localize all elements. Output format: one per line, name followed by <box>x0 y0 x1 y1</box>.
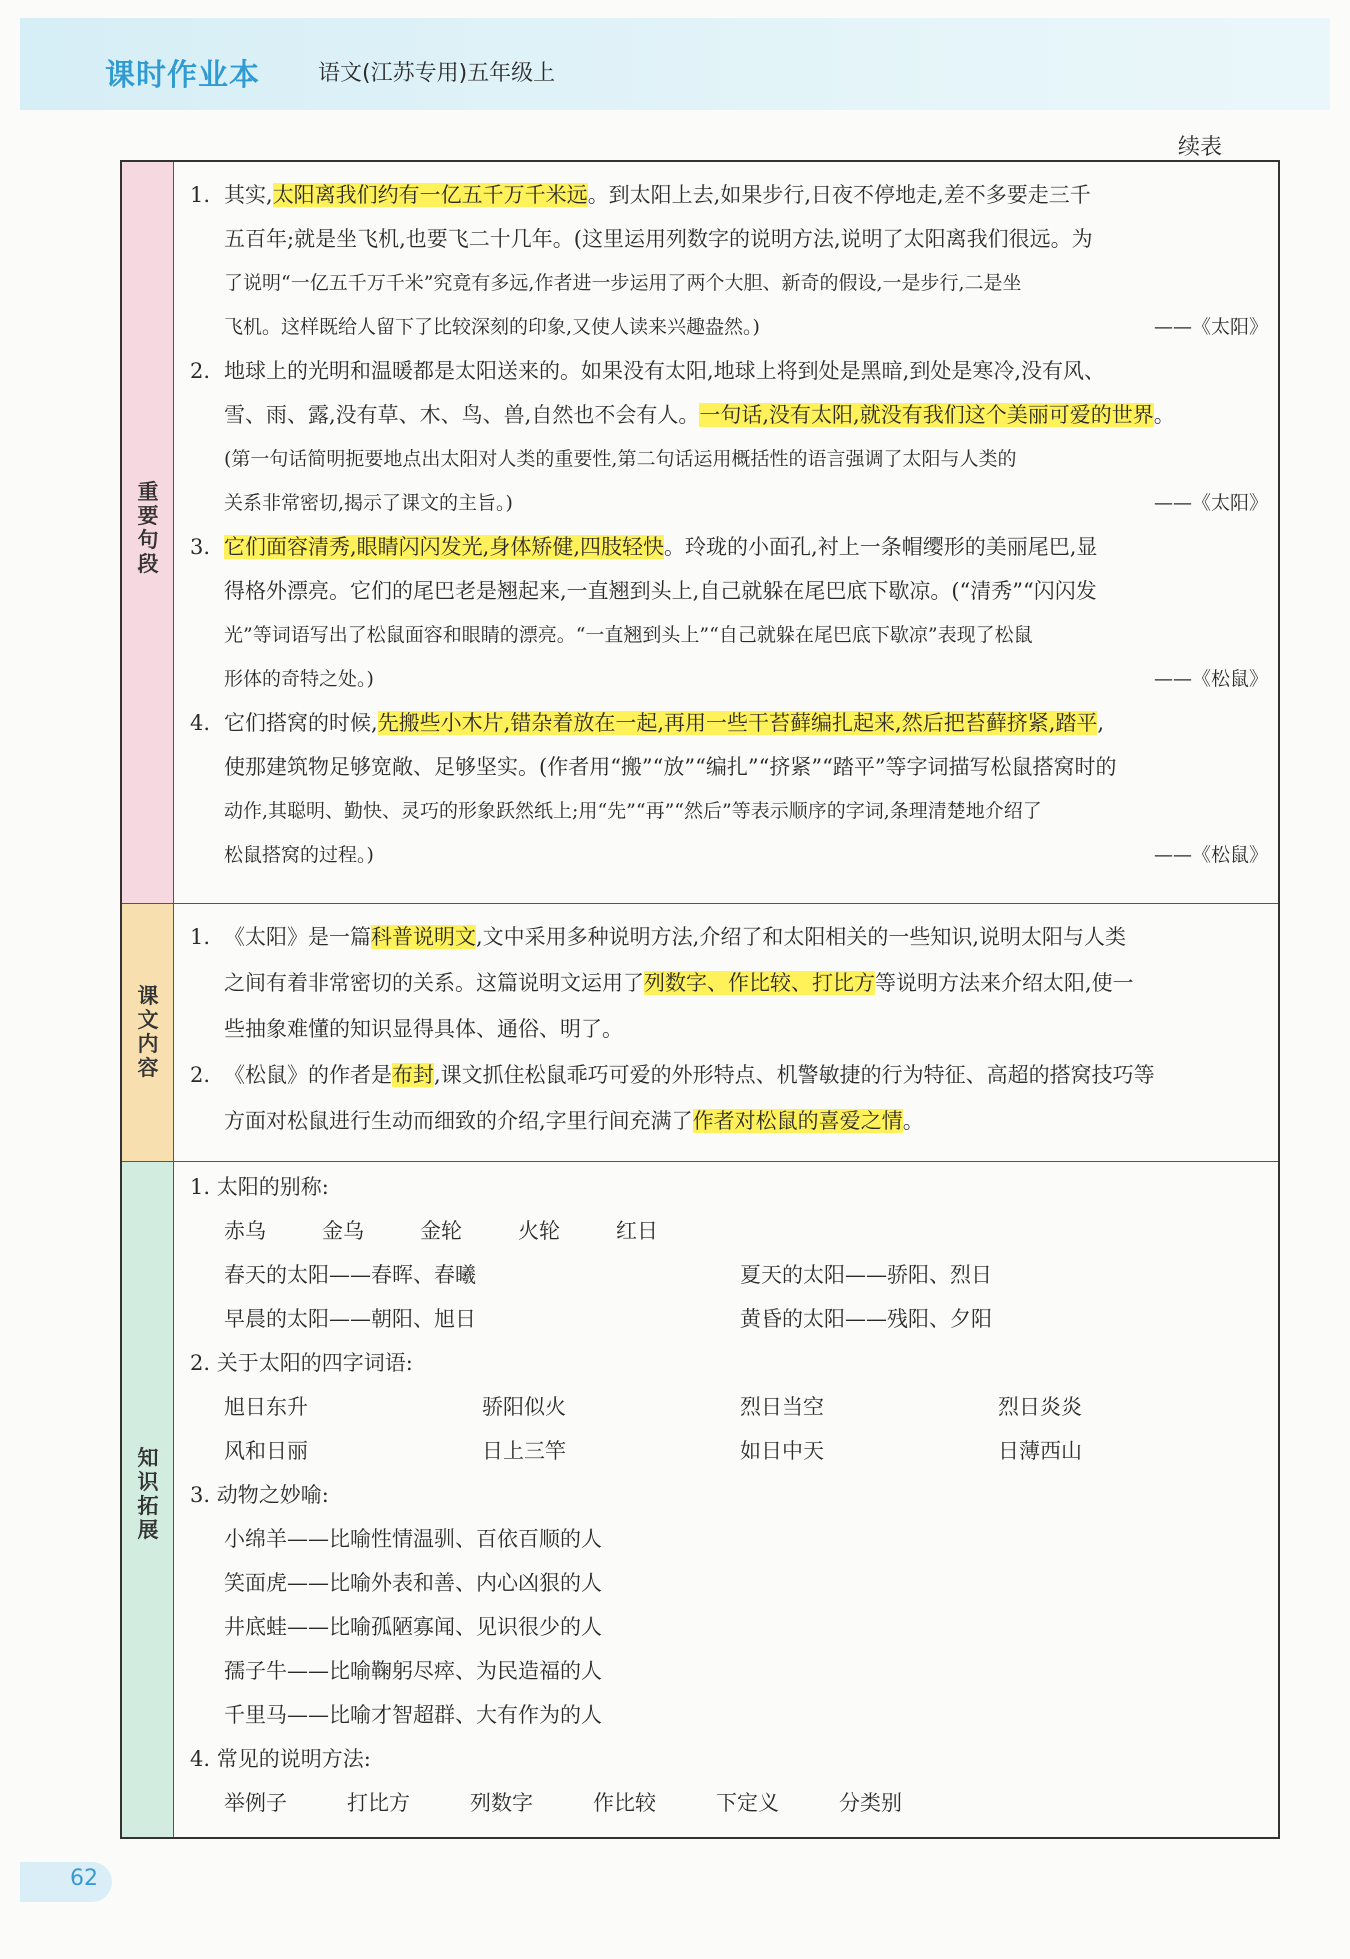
section-important-sentences <box>122 162 1278 904</box>
highlighted-text: 太阳离我们约有一亿五千万千米远 <box>272 183 588 207</box>
section-content <box>190 904 1268 1161</box>
idiom: 旭日东升 <box>224 1395 308 1419</box>
text-run: 松鼠搭窝的过程。) <box>224 844 374 866</box>
book-subtitle: 语文(江苏专用)五年级上 <box>318 61 556 86</box>
text-run: 等说明方法来介绍太阳,使一 <box>875 971 1134 995</box>
highlighted-text: 一句话,没有太阳,就没有我们这个美丽可爱的世界 <box>699 403 1154 427</box>
text-line <box>190 1106 924 1136</box>
book-brand-title: 课时作业本 <box>105 58 260 93</box>
section-content <box>190 1162 1268 1837</box>
idiom: 烈日当空 <box>740 1395 824 1419</box>
label-char: 段 <box>137 552 159 576</box>
section-knowledge-extension <box>122 1162 1278 1837</box>
animal-metaphor: 孺子牛——比喻鞠躬尽瘁、为民造福的人 <box>224 1659 602 1683</box>
text-run: 方面对松鼠进行生动而细致的介绍,字里行间充满了 <box>224 1109 693 1133</box>
label-char: 容 <box>137 1056 159 1080</box>
idiom: 日薄西山 <box>998 1439 1082 1463</box>
section-lesson-content <box>122 904 1278 1162</box>
text-line <box>190 180 1091 210</box>
text-run: ,课文抓住松鼠乖巧可爱的外形特点、机警敏捷的行为特征、高超的搭窝技巧等 <box>434 1063 1155 1087</box>
idiom: 烈日炎炎 <box>998 1395 1082 1419</box>
page-number-tab <box>20 1862 112 1902</box>
question-title: 1. 太阳的别称: <box>190 1175 329 1199</box>
label-char: 要 <box>137 504 159 528</box>
text-run: 《松鼠》的作者是 <box>224 1063 392 1087</box>
text-run: 光”等词语写出了松鼠面容和眼睛的漂亮。“一直翘到头上”“自己就躲在尾巴底下歇凉”表现了松鼠 <box>224 624 1033 646</box>
explanation-method: 举例子 <box>224 1791 287 1815</box>
text-run: 五百年;就是坐飞机,也要飞二十几年。(这里运用列数字的说明方法,说明了太阳离我们很远。为 <box>224 227 1093 251</box>
text-run: 动作,其聪明、勤快、灵巧的形象跃然纸上;用“先”“再”“然后”等表示顺序的字词,条理清楚地介绍了 <box>224 800 1042 822</box>
idiom: 日上三竿 <box>482 1439 566 1463</box>
sun-name-pair: 黄昏的太阳——残阳、夕阳 <box>740 1307 992 1331</box>
highlighted-text: 布封 <box>392 1063 434 1087</box>
source-citation: ——《松鼠》 <box>1153 844 1268 866</box>
explanation-method: 分类别 <box>839 1791 902 1815</box>
text-line <box>190 356 1105 386</box>
text-line <box>190 576 1097 606</box>
sun-name-pair: 春天的太阳——春晖、春曦 <box>224 1263 476 1287</box>
question-title: 3. 动物之妙喻: <box>190 1483 329 1507</box>
text-run: 得格外漂亮。它们的尾巴老是翘起来,一直翘到头上,自己就躲在尾巴底下歇凉。(“清秀”“闪闪发 <box>224 579 1097 603</box>
highlighted-text: 作者对松鼠的喜爱之情 <box>692 1109 903 1133</box>
text-run: 飞机。这样既给人留下了比较深刻的印象,又使人读来兴趣盎然。) <box>224 316 760 338</box>
animal-metaphor: 小绵羊——比喻性情温驯、百依百顺的人 <box>224 1527 602 1551</box>
highlighted-text: 它们面容清秀,眼睛闪闪发光,身体矫健,四肢轻快 <box>224 535 665 559</box>
text-run: 雪、雨、露,没有草、木、鸟、兽,自然也不会有人。 <box>224 403 700 427</box>
text-line <box>190 1060 1155 1090</box>
item-number: 1. <box>190 183 211 207</box>
highlighted-text: 先搬些小木片,错杂着放在一起,再用一些干苔藓编扎起来,然后把苔藓挤紧,踏平 <box>377 711 1098 735</box>
section-label-important-sentences <box>122 162 174 903</box>
text-line <box>190 840 374 870</box>
text-run: 其实, <box>224 183 273 207</box>
text-run: 它们搭窝的时候, <box>224 711 378 735</box>
label-char: 知 <box>137 1446 159 1470</box>
source-citation: ——《太阳》 <box>1153 492 1268 514</box>
sun-name-pair: 早晨的太阳——朝阳、旭日 <box>224 1307 476 1331</box>
text-line <box>190 922 1126 952</box>
sun-name: 赤乌 <box>224 1219 266 1243</box>
sun-name: 金轮 <box>420 1219 462 1243</box>
text-run: 《太阳》是一篇 <box>224 925 371 949</box>
text-run: 些抽象难懂的知识显得具体、通俗、明了。 <box>224 1017 623 1041</box>
text-line <box>190 400 1175 430</box>
item-number: 2. <box>190 1063 211 1087</box>
text-run: (第一句话简明扼要地点出太阳对人类的重要性,第二句话运用概括性的语言强调了太阳与人类的 <box>224 448 1017 470</box>
label-char: 文 <box>137 1008 159 1032</box>
text-run: 了说明“一亿五千万千米”究竟有多远,作者进一步运用了两个大胆、新奇的假设,一是步行,二是坐 <box>224 272 1022 294</box>
section-label-knowledge-extension <box>122 1162 174 1837</box>
text-line <box>190 708 1104 738</box>
item-number: 3. <box>190 535 211 559</box>
sun-name: 金乌 <box>322 1219 364 1243</box>
sun-name: 红日 <box>616 1219 658 1243</box>
explanation-method: 下定义 <box>716 1791 779 1815</box>
item-number: 4. <box>190 711 211 735</box>
source-citation: ——《太阳》 <box>1153 316 1268 338</box>
label-char: 拓 <box>137 1494 159 1518</box>
text-line <box>190 532 1097 562</box>
source-citation: ——《松鼠》 <box>1153 668 1268 690</box>
label-char: 识 <box>137 1470 159 1494</box>
summary-table <box>120 160 1280 1839</box>
idiom: 风和日丽 <box>224 1439 308 1463</box>
label-char: 内 <box>137 1032 159 1056</box>
text-line <box>190 968 1134 998</box>
page-number: 62 <box>70 1866 98 1891</box>
text-run: , <box>1097 711 1105 735</box>
text-run: ,文中采用多种说明方法,介绍了和太阳相关的一些知识,说明太阳与人类 <box>476 925 1127 949</box>
text-run: 形体的奇特之处。) <box>224 668 374 690</box>
question-title: 2. 关于太阳的四字词语: <box>190 1351 413 1375</box>
sun-name-pair: 夏天的太阳——骄阳、烈日 <box>740 1263 992 1287</box>
text-line <box>190 268 1022 298</box>
text-line <box>190 312 760 342</box>
text-run: 之间有着非常密切的关系。这篇说明文运用了 <box>224 971 644 995</box>
sun-name: 火轮 <box>518 1219 560 1243</box>
idiom: 如日中天 <box>740 1439 824 1463</box>
text-line <box>190 444 1016 474</box>
animal-metaphor: 千里马——比喻才智超群、大有作为的人 <box>224 1703 602 1727</box>
label-char: 课 <box>137 984 159 1008</box>
text-line <box>190 752 1117 782</box>
highlighted-text: 列数字、作比较、打比方 <box>644 971 875 995</box>
explanation-method: 打比方 <box>347 1791 410 1815</box>
text-run: 关系非常密切,揭示了课文的主旨。) <box>224 492 513 514</box>
text-line <box>190 796 1042 826</box>
text-run: 地球上的光明和温暖都是太阳送来的。如果没有太阳,地球上将到处是黑暗,到处是寒冷,没有风、 <box>224 359 1106 383</box>
item-number: 1. <box>190 925 211 949</box>
text-line <box>190 664 374 694</box>
label-char: 句 <box>137 528 159 552</box>
idiom: 骄阳似火 <box>482 1395 566 1419</box>
text-run: 使那建筑物足够宽敞、足够坚实。(作者用“搬”“放”“编扎”“挤紧”“踏平”等字词描写松鼠搭窝时的 <box>224 755 1117 779</box>
question-title: 4. 常见的说明方法: <box>190 1747 371 1771</box>
text-run: 。到太阳上去,如果步行,日夜不停地走,差不多要走三千 <box>587 183 1091 207</box>
text-run: 。 <box>1153 403 1175 427</box>
explanation-method: 作比较 <box>593 1791 656 1815</box>
animal-metaphor: 笑面虎——比喻外表和善、内心凶狠的人 <box>224 1571 602 1595</box>
label-char: 展 <box>137 1518 159 1542</box>
section-content <box>190 162 1268 903</box>
text-run: 。玲珑的小面孔,衬上一条帽缨形的美丽尾巴,显 <box>664 535 1098 559</box>
text-line <box>190 1014 623 1044</box>
text-line <box>190 488 513 518</box>
text-run: 。 <box>902 1109 924 1133</box>
explanation-method: 列数字 <box>470 1791 533 1815</box>
animal-metaphor: 井底蛙——比喻孤陋寡闻、见识很少的人 <box>224 1615 602 1639</box>
label-char: 重 <box>137 480 159 504</box>
item-number: 2. <box>190 359 211 383</box>
section-label-lesson-content <box>122 904 174 1161</box>
continued-label: 续表 <box>1178 135 1223 160</box>
text-line <box>190 620 1033 650</box>
highlighted-text: 科普说明文 <box>371 925 476 949</box>
text-line <box>190 224 1093 254</box>
